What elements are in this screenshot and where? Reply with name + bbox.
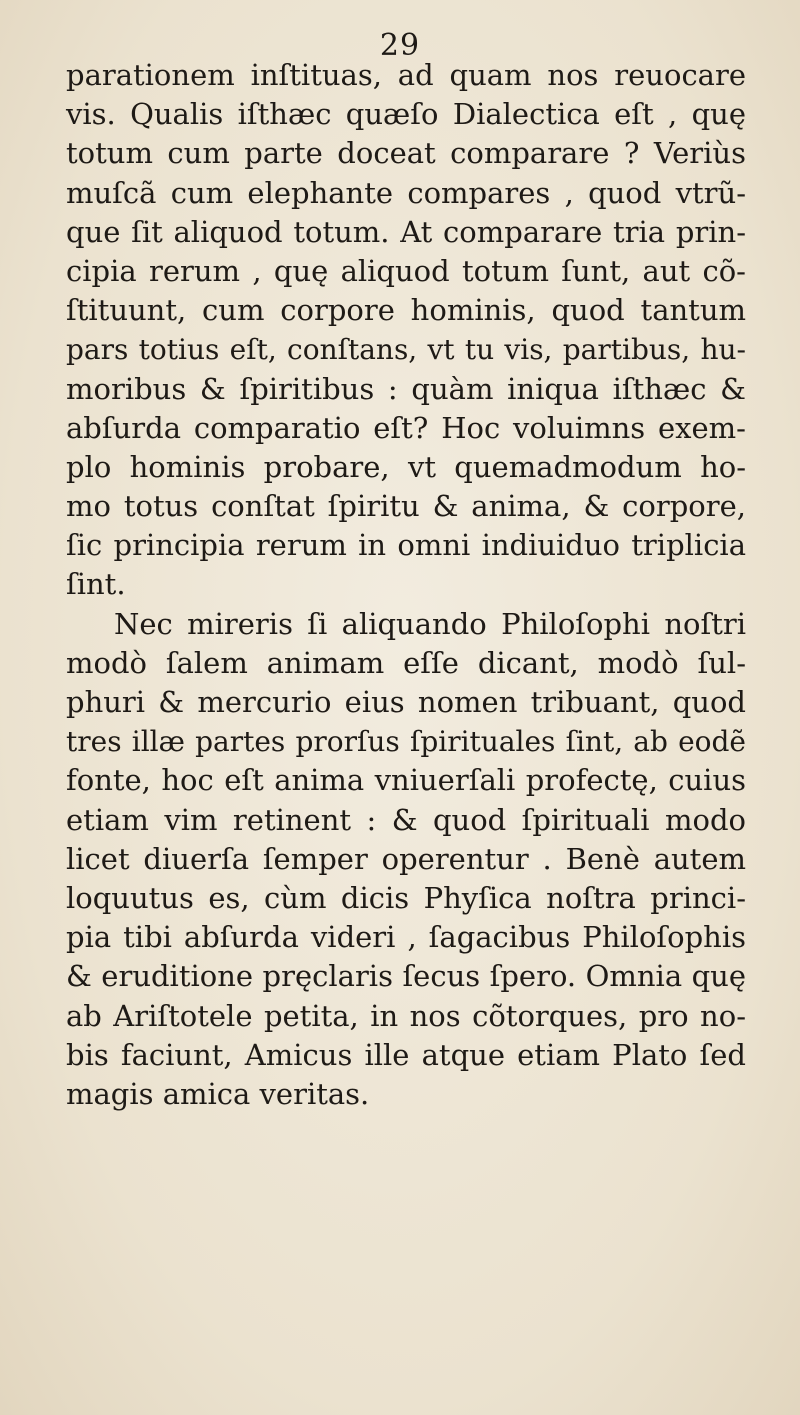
- text-line: pia tibi abſurda videri , ſagacibus Philoſophis: [66, 920, 746, 955]
- text-line: ab Ariſtotele petita, in nos cõtorques, pro no-: [66, 998, 746, 1033]
- text-line: tres illæ partes prorſus ſpirituales ſint, ab eodẽ: [66, 725, 746, 759]
- text-line: moribus & ſpiritibus : quàm iniqua iſthæc &: [66, 371, 746, 406]
- text-line: mo totus conſtat ſpiritu & anima, & corpore,: [66, 489, 746, 524]
- text-line: vis. Qualis iſthæc quæſo Dialectica eſt , quę: [66, 97, 746, 132]
- page-number: 29: [379, 28, 421, 63]
- text-line: phuri & mercurio eius nomen tribuant, quod: [66, 685, 746, 719]
- text-line: abſurda comparatio eſt? Hoc voluimns exem-: [66, 410, 746, 445]
- text-line: ſic principia rerum in omni indiuiduo triplicia: [66, 528, 746, 563]
- text-line: & eruditione pręclaris ſecus ſpero. Omnia quę: [66, 959, 746, 994]
- text-line: loquutus es, cùm dicis Phyſica noſtra princi-: [66, 880, 746, 915]
- text-line: cipia rerum , quę aliquod totum ſunt, aut cõ-: [66, 253, 746, 288]
- text-line: Nec mireris ſi aliquando Philoſophi noſtri: [114, 606, 746, 641]
- text-line: pars totius eſt, conſtans, vt tu vis, partibus, hu-: [66, 333, 746, 367]
- text-line: parationem inſtituas, ad quam nos reuocare: [66, 58, 746, 92]
- text-line: modò ſalem animam eſſe dicant, modò ſul-: [66, 645, 746, 680]
- text-line: ſtituunt, cum corpore hominis, quod tantum: [66, 293, 746, 328]
- text-line: que ſit aliquod totum. At comparare tria prin-: [66, 214, 746, 249]
- text-line: totum cum parte doceat comparare ? Veriùs: [66, 136, 746, 171]
- body-text: [66, 56, 746, 1114]
- paragraph-2: [66, 605, 746, 1114]
- text-line: plo hominis probare, vt quemadmodum ho-: [66, 449, 746, 484]
- text-line: fonte, hoc eſt anima vniuerſali profectę, cuius: [66, 763, 746, 798]
- text-line: ſint.: [66, 567, 126, 602]
- text-line: bis faciunt, Amicus ille atque etiam Plato ſed: [66, 1037, 746, 1072]
- paragraph-1: [66, 56, 746, 605]
- text-line: licet diuerſa ſemper operentur . Benè autem: [66, 841, 746, 876]
- text-line: etiam vim retinent : & quod ſpirituali modo: [66, 802, 746, 837]
- text-line: muſcã cum elephante compares , quod vtrũ-: [66, 175, 746, 210]
- text-line: magis amica veritas.: [66, 1076, 370, 1111]
